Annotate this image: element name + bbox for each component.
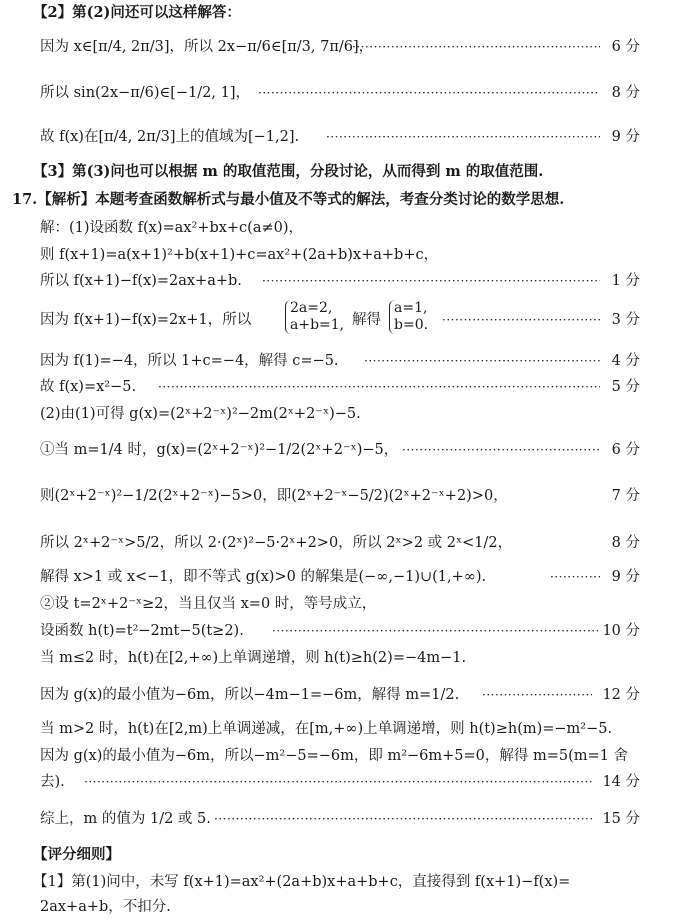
answer-page: 【2】第(2)问还可以这样解答： 因为 x∈[π/4, 2π/3]，所以 2x−π/6∈[π/3, 7π/6]， ····· 6 分 所以 sin(2x−π/6)∈[−1/2, 1]， ····· 8 分 故 f(x)在[π/4, 2π/3]上的值域为[−1,2]. ····· 9 分 【3】第(3)问也可以根据 m 的取值范围，分段讨论，从而得到 m 的取值范围. 17.【解析】本题考查函数解析式与最小值及不等式的解法，考查分类讨论的数学思想. 解：(1)设函数 f(x)=ax²+bx+c(a≠0)， 则 f(x+1)=a(x+1)²+b(x+1)+c=ax²+(2a+b)x+a+b+c， 所以 f(x+1)−f(x)=2ax+a+b. ····· 1 分 因为 f(x+1)−f(x)=2x+1，所以 2a=2, a+b=1, 解得 a=1, b=0. ····· 3 分 因为 f(1)=−4，所以 1+c=−4，解得 c=−5. ····· 4 分 故 f(x)=x²−5. ····· 5 分 (2)由(1)可得 g(x)=(2ˣ+2⁻ˣ)²−2m(2ˣ+2⁻ˣ)−5. ①当 m=1/4 时，g(x)=(2ˣ+2⁻ˣ)²−1/2(2ˣ+2⁻ˣ)−5， ····· 6 分 则(2ˣ+2⁻ˣ)²−1/2(2ˣ+2⁻ˣ)−5>0，即(2ˣ+2⁻ˣ−5/2)(2ˣ+2⁻ˣ+2)>0， 7 分 所以 2ˣ+2⁻ˣ>5/2，所以 2·(2ˣ)²−5·2ˣ+2>0，所以 2ˣ>2 或 2ˣ<1/2， 8 分 解得 x>1 或 x<−1，即不等式 g(x)>0 的解集是(−∞,−1)∪(1,+∞). ····· 9 分 ②设 t=2ˣ+2⁻ˣ≥2，当且仅当 x=0 时，等号成立， 设函数 h(t)=t²−2mt−5(t≥2). ····· 10 分 当 m≤2 时，h(t)在[2,+∞)上单调递增，则 h(t)≥h(2)=−4m−1. 因为 g(x)的最小值为−6m，所以−4m−1=−6m，解得 m=1/2. ····· 12 分 当 m>2 时，h(t)在[2,m)上单调递减，在[m,+∞)上单调递增，则 h(t)≥h(m)=−m²−5. 因为 g(x)的最小值为−6m，所以−m²−5=−6m，即 m²−6m+5=0，解得 m=5(m=1 舍 去). ····· 14 分 综上，m 的值为 1/2 或 5. ····· 15 分 【评分细则】 【1】第(1)问中，未写 f(x+1)=ax²+(2a+b)x+a+b+c，直接得到 f(x+1)−f(x)= 2ax+a+b，不扣分. (0, 0, 692, 923)
score: 10 分 (602, 623, 640, 639)
leader-dots (482, 686, 592, 704)
score: 4 分 (611, 353, 640, 369)
leader-dots (364, 352, 600, 370)
score: 15 分 (602, 811, 640, 827)
leader-dots (84, 773, 592, 791)
leader-dots (442, 311, 600, 329)
score: 12 分 (602, 687, 640, 703)
line-system: 因为 f(x+1)−f(x)=2x+1，所以 2a=2, a+b=1, 解得 a=1, b=0. ····· 3 分 (0, 311, 692, 351)
score: 7 分 (611, 488, 640, 504)
score: 6 分 (611, 39, 640, 55)
leader-dots (262, 272, 600, 290)
score: 5 分 (611, 379, 640, 395)
score: 8 分 (611, 85, 640, 101)
leader-dots (326, 128, 600, 146)
leader-dots (352, 38, 600, 56)
leader-dots (550, 568, 600, 586)
score: 8 分 (611, 535, 640, 551)
solution-system: a=1, b=0. (389, 300, 428, 334)
leader-dots (272, 622, 598, 640)
score: 6 分 (611, 442, 640, 458)
score: 1 分 (611, 273, 640, 289)
given-system: 2a=2, a+b=1, (285, 300, 344, 334)
score: 9 分 (611, 569, 640, 585)
score: 3 分 (611, 312, 640, 328)
score: 14 分 (602, 774, 640, 790)
leader-dots (258, 84, 600, 102)
leader-dots (402, 441, 600, 459)
leader-dots (158, 378, 600, 396)
score: 9 分 (611, 129, 640, 145)
leader-dots (214, 810, 592, 828)
